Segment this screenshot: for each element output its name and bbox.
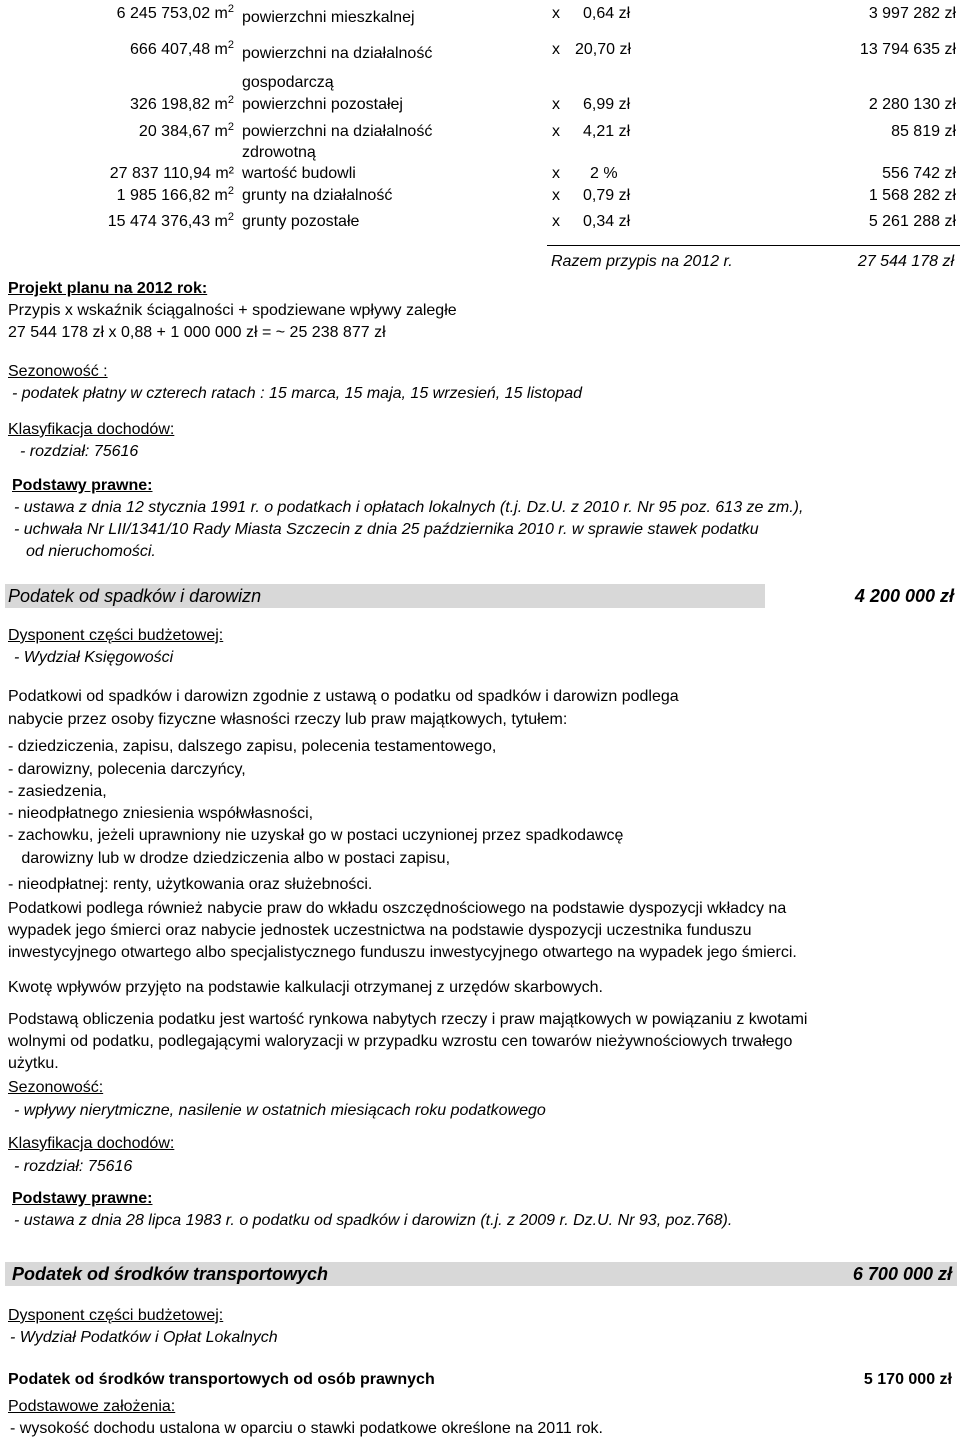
dysponent-heading: Dysponent części budżetowej: bbox=[8, 1307, 224, 1324]
paragraph-line: Kwotę wpływów przyjęto na podstawie kalkulacji otrzymanej z urzędów skarbowych. bbox=[8, 979, 603, 996]
list-item: darowizny lub w drodze dziedziczenia albo w postaci zapisu, bbox=[8, 850, 451, 867]
dysponent-heading: Dysponent części budżetowej: bbox=[8, 627, 224, 644]
seasonality-heading: Sezonowość: bbox=[8, 1079, 104, 1096]
area-value: 666 407,48 $m^2$ bbox=[130, 39, 234, 58]
multiply-sign: x bbox=[552, 96, 560, 113]
subsection-amount: 5 170 000 zł bbox=[863, 1371, 952, 1388]
area-value: 27 837 110,94 m² bbox=[109, 165, 234, 182]
multiply-sign: x bbox=[552, 123, 560, 140]
assumptions-text: - wysokość dochodu ustalona w oparciu o stawki podatkowe określone na 2011 rok. bbox=[10, 1420, 603, 1437]
area-description: powierzchni na działalność bbox=[242, 123, 433, 140]
sum-divider bbox=[547, 245, 960, 246]
rate-value: 6,99 zł bbox=[583, 96, 631, 113]
list-item: - nieodpłatnego zniesienia współwłasności, bbox=[8, 805, 314, 822]
list-item: - dziedziczenia, zapisu, dalszego zapisu, polecenia testamentowego, bbox=[8, 738, 497, 755]
total-value: 2 280 130 zł bbox=[868, 96, 956, 113]
multiply-sign: x bbox=[552, 187, 560, 204]
area-description: wartość budowli bbox=[242, 165, 356, 182]
legal-basis-line: - ustawa z dnia 28 lipca 1983 r. o podatku od spadków i darowizn (t.j. z 2009 r. Dz.U. Nr 93, poz.768). bbox=[14, 1212, 733, 1229]
seasonality-text: - podatek płatny w czterech ratach : 15 marca, 15 maja, 15 wrzesień, 15 listopad bbox=[12, 385, 583, 402]
rate-value: 0,64 zł bbox=[583, 5, 631, 22]
total-value: 5 261 288 zł bbox=[868, 213, 956, 230]
seasonality-heading: Sezonowość : bbox=[8, 363, 108, 380]
sum-label: Razem przypis na 2012 r. bbox=[551, 253, 733, 270]
legal-basis-heading: Podstawy prawne: bbox=[12, 1190, 153, 1207]
paragraph-line: Podstawą obliczenia podatku jest wartość rynkowa nabytych rzeczy i praw majątkowych w powiązaniu z kwotami bbox=[8, 1011, 808, 1028]
rate-value: 0,79 zł bbox=[583, 187, 631, 204]
seasonality-text: - wpływy nierytmiczne, nasilenie w ostatnich miesiącach roku podatkowego bbox=[14, 1102, 546, 1119]
dysponent-text: - Wydział Podatków i Opłat Lokalnych bbox=[10, 1329, 278, 1346]
total-value: 1 568 282 zł bbox=[868, 187, 956, 204]
section-title: Podatek od spadków i darowizn bbox=[8, 586, 262, 606]
paragraph-line: wolnymi od podatku, podlegającymi waloryzacji w przypadku wzrostu cen towarów nieżywnościowych trwałego bbox=[8, 1033, 793, 1050]
rate-value: 20,70 zł bbox=[575, 41, 632, 58]
area-value: 6 245 753,02 $m^2$ bbox=[116, 3, 234, 22]
area-description-cont: zdrowotną bbox=[242, 144, 316, 161]
sum-value: 27 544 178 zł bbox=[857, 253, 954, 270]
paragraph-line: nabycie przez osoby fizyczne własności rzeczy lub praw majątkowych, tytułem: bbox=[8, 711, 568, 728]
area-description: powierzchni na działalność bbox=[242, 45, 433, 62]
paragraph-line: użytku. bbox=[8, 1055, 59, 1072]
area-value: 1 985 166,82 $m^2$ bbox=[116, 185, 234, 204]
area-description: grunty na działalność bbox=[242, 187, 393, 204]
list-item: - nieodpłatnej: renty, użytkowania oraz służebności. bbox=[8, 876, 373, 893]
list-item: - darowizny, polecenia darczyńcy, bbox=[8, 761, 246, 778]
rate-value: 4,21 zł bbox=[583, 123, 631, 140]
area-description: powierzchni mieszkalnej bbox=[242, 9, 415, 26]
paragraph-line: Podatkowi podlega również nabycie praw do wkładu oszczędnościowego na podstawie dyspozycji wkładcy na bbox=[8, 900, 787, 917]
rate-value: 2 % bbox=[590, 165, 618, 182]
assumptions-heading: Podstawowe założenia: bbox=[8, 1398, 176, 1415]
legal-basis-line: - ustawa z dnia 12 stycznia 1991 r. o podatkach i opłatach lokalnych (t.j. Dz.U. z 2010 r. Nr 95 poz. 613 ze zm.), bbox=[14, 499, 804, 516]
legal-basis-line: od nieruchomości. bbox=[26, 543, 156, 560]
classification-text: - rozdział: 75616 bbox=[20, 443, 139, 460]
classification-heading: Klasyfikacja dochodów: bbox=[8, 421, 175, 438]
section-amount: 6 700 000 zł bbox=[852, 1264, 952, 1284]
area-value: 15 474 376,43 $m^2$ bbox=[107, 211, 234, 230]
subsection-title: Podatek od środków transportowych od osób prawnych bbox=[8, 1371, 435, 1388]
paragraph-line: Podatkowi od spadków i darowizn zgodnie z ustawą o podatku od spadków i darowizn podlega bbox=[8, 688, 679, 705]
area-description-cont: gospodarczą bbox=[242, 74, 334, 91]
projekt-line: Przypis x wskaźnik ściągalności + spodziewane wpływy zaległe bbox=[8, 302, 457, 319]
total-value: 3 997 282 zł bbox=[868, 5, 956, 22]
total-value: 556 742 zł bbox=[882, 165, 956, 182]
total-value: 85 819 zł bbox=[891, 123, 956, 140]
classification-text: - rozdział: 75616 bbox=[14, 1158, 133, 1175]
multiply-sign: x bbox=[552, 41, 560, 58]
list-item: - zachowku, jeżeli uprawniony nie uzyskał go w postaci uczynionej przez spadkodawcę bbox=[8, 827, 624, 844]
rate-value: 0,34 zł bbox=[583, 213, 631, 230]
area-description: grunty pozostałe bbox=[242, 213, 360, 230]
area-value: 326 198,82 $m^2$ bbox=[130, 94, 234, 113]
multiply-sign: x bbox=[552, 5, 560, 22]
paragraph-line: inwestycyjnego otwartego albo specjalistycznego funduszu inwestycyjnego otwartego na wypadek jego śmierci. bbox=[8, 944, 797, 961]
dysponent-text: - Wydział Księgowości bbox=[14, 649, 174, 666]
list-item: - zasiedzenia, bbox=[8, 783, 107, 800]
paragraph-line: wypadek jego śmierci oraz nabycie jednostek uczestnictwa na podstawie dyspozycji uczestnika funduszu bbox=[8, 922, 752, 939]
section-title: Podatek od środków transportowych bbox=[12, 1264, 329, 1284]
legal-basis-heading: Podstawy prawne: bbox=[12, 477, 153, 494]
projekt-formula: 27 544 178 zł x 0,88 + 1 000 000 zł = ~ 25 238 877 zł bbox=[8, 324, 386, 341]
area-description: powierzchni pozostałej bbox=[242, 96, 403, 113]
total-value: 13 794 635 zł bbox=[859, 41, 956, 58]
area-value: 20 384,67 $m^2$ bbox=[138, 121, 234, 140]
classification-heading: Klasyfikacja dochodów: bbox=[8, 1135, 175, 1152]
section-amount: 4 200 000 zł bbox=[854, 586, 954, 606]
projekt-heading: Projekt planu na 2012 rok: bbox=[8, 280, 208, 297]
multiply-sign: x bbox=[552, 165, 560, 182]
multiply-sign: x bbox=[552, 213, 560, 230]
legal-basis-line: - uchwała Nr LII/1341/10 Rady Miasta Szczecin z dnia 25 października 2010 r. w sprawie stawek podatku bbox=[14, 521, 759, 538]
